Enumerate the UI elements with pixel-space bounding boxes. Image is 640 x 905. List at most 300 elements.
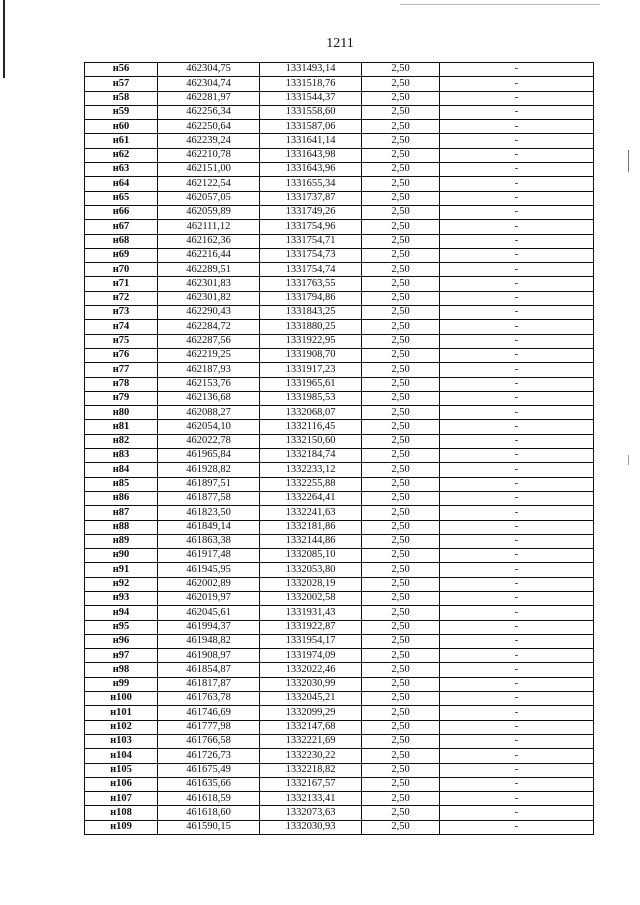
point-id-cell: н60 bbox=[85, 120, 158, 134]
point-id-cell: н90 bbox=[85, 549, 158, 563]
description-cell: - bbox=[440, 334, 594, 348]
accuracy-cell: 2,50 bbox=[362, 148, 440, 162]
description-cell: - bbox=[440, 806, 594, 820]
y-coordinate-cell: 1331931,43 bbox=[260, 606, 362, 620]
table-row bbox=[85, 406, 594, 420]
point-id-cell: н94 bbox=[85, 606, 158, 620]
point-id-cell: н82 bbox=[85, 434, 158, 448]
table-row bbox=[85, 620, 594, 634]
table-row bbox=[85, 320, 594, 334]
description-cell: - bbox=[440, 477, 594, 491]
point-id-cell: н79 bbox=[85, 391, 158, 405]
description-cell: - bbox=[440, 377, 594, 391]
description-cell: - bbox=[440, 306, 594, 320]
y-coordinate-cell: 1331985,53 bbox=[260, 391, 362, 405]
y-coordinate-cell: 1331908,70 bbox=[260, 348, 362, 362]
description-cell: - bbox=[440, 563, 594, 577]
description-cell: - bbox=[440, 348, 594, 362]
point-id-cell: н62 bbox=[85, 148, 158, 162]
x-coordinate-cell: 461877,58 bbox=[158, 491, 260, 505]
accuracy-cell: 2,50 bbox=[362, 506, 440, 520]
point-id-cell: н68 bbox=[85, 234, 158, 248]
point-id-cell: н66 bbox=[85, 205, 158, 219]
accuracy-cell: 2,50 bbox=[362, 391, 440, 405]
accuracy-cell: 2,50 bbox=[362, 720, 440, 734]
accuracy-cell: 2,50 bbox=[362, 806, 440, 820]
table-row bbox=[85, 391, 594, 405]
point-id-cell: н100 bbox=[85, 692, 158, 706]
point-id-cell: н87 bbox=[85, 506, 158, 520]
point-id-cell: н71 bbox=[85, 277, 158, 291]
x-coordinate-cell: 462304,74 bbox=[158, 77, 260, 91]
point-id-cell: н81 bbox=[85, 420, 158, 434]
accuracy-cell: 2,50 bbox=[362, 520, 440, 534]
x-coordinate-cell: 462022,78 bbox=[158, 434, 260, 448]
y-coordinate-cell: 1331954,17 bbox=[260, 634, 362, 648]
y-coordinate-cell: 1332241,63 bbox=[260, 506, 362, 520]
y-coordinate-cell: 1332255,88 bbox=[260, 477, 362, 491]
point-id-cell: н98 bbox=[85, 663, 158, 677]
description-cell: - bbox=[440, 649, 594, 663]
y-coordinate-cell: 1332218,82 bbox=[260, 763, 362, 777]
accuracy-cell: 2,50 bbox=[362, 234, 440, 248]
x-coordinate-cell: 462216,44 bbox=[158, 248, 260, 262]
x-coordinate-cell: 461618,59 bbox=[158, 792, 260, 806]
table-row bbox=[85, 163, 594, 177]
table-row bbox=[85, 534, 594, 548]
description-cell: - bbox=[440, 363, 594, 377]
y-coordinate-cell: 1332073,63 bbox=[260, 806, 362, 820]
y-coordinate-cell: 1332184,74 bbox=[260, 449, 362, 463]
description-cell: - bbox=[440, 234, 594, 248]
table-row bbox=[85, 291, 594, 305]
description-cell: - bbox=[440, 148, 594, 162]
point-id-cell: н102 bbox=[85, 720, 158, 734]
accuracy-cell: 2,50 bbox=[362, 534, 440, 548]
point-id-cell: н83 bbox=[85, 449, 158, 463]
point-id-cell: н73 bbox=[85, 306, 158, 320]
description-cell: - bbox=[440, 177, 594, 191]
y-coordinate-cell: 1331749,26 bbox=[260, 205, 362, 219]
accuracy-cell: 2,50 bbox=[362, 205, 440, 219]
accuracy-cell: 2,50 bbox=[362, 620, 440, 634]
table-row bbox=[85, 277, 594, 291]
y-coordinate-cell: 1331558,60 bbox=[260, 105, 362, 119]
accuracy-cell: 2,50 bbox=[362, 491, 440, 505]
accuracy-cell: 2,50 bbox=[362, 477, 440, 491]
table-row bbox=[85, 692, 594, 706]
x-coordinate-cell: 461823,50 bbox=[158, 506, 260, 520]
description-cell: - bbox=[440, 491, 594, 505]
table-row bbox=[85, 477, 594, 491]
point-id-cell: н91 bbox=[85, 563, 158, 577]
x-coordinate-cell: 462301,82 bbox=[158, 291, 260, 305]
table-row bbox=[85, 591, 594, 605]
y-coordinate-cell: 1332233,12 bbox=[260, 463, 362, 477]
x-coordinate-cell: 461965,84 bbox=[158, 449, 260, 463]
y-coordinate-cell: 1332147,68 bbox=[260, 720, 362, 734]
accuracy-cell: 2,50 bbox=[362, 306, 440, 320]
table-row bbox=[85, 577, 594, 591]
description-cell: - bbox=[440, 434, 594, 448]
table-row bbox=[85, 734, 594, 748]
table-row bbox=[85, 820, 594, 834]
table-row bbox=[85, 520, 594, 534]
accuracy-cell: 2,50 bbox=[362, 334, 440, 348]
accuracy-cell: 2,50 bbox=[362, 177, 440, 191]
accuracy-cell: 2,50 bbox=[362, 677, 440, 691]
y-coordinate-cell: 1331794,86 bbox=[260, 291, 362, 305]
description-cell: - bbox=[440, 291, 594, 305]
accuracy-cell: 2,50 bbox=[362, 777, 440, 791]
table-row bbox=[85, 649, 594, 663]
y-coordinate-cell: 1332002,58 bbox=[260, 591, 362, 605]
accuracy-cell: 2,50 bbox=[362, 320, 440, 334]
x-coordinate-cell: 462289,51 bbox=[158, 263, 260, 277]
accuracy-cell: 2,50 bbox=[362, 220, 440, 234]
table-row bbox=[85, 677, 594, 691]
table-row bbox=[85, 234, 594, 248]
table-row bbox=[85, 248, 594, 262]
y-coordinate-cell: 1331922,95 bbox=[260, 334, 362, 348]
x-coordinate-cell: 461746,69 bbox=[158, 706, 260, 720]
y-coordinate-cell: 1331754,71 bbox=[260, 234, 362, 248]
x-coordinate-cell: 462290,43 bbox=[158, 306, 260, 320]
y-coordinate-cell: 1331754,96 bbox=[260, 220, 362, 234]
y-coordinate-cell: 1331974,09 bbox=[260, 649, 362, 663]
y-coordinate-cell: 1332022,46 bbox=[260, 663, 362, 677]
description-cell: - bbox=[440, 577, 594, 591]
y-coordinate-cell: 1331643,96 bbox=[260, 163, 362, 177]
accuracy-cell: 2,50 bbox=[362, 706, 440, 720]
table-row bbox=[85, 348, 594, 362]
accuracy-cell: 2,50 bbox=[362, 792, 440, 806]
description-cell: - bbox=[440, 692, 594, 706]
accuracy-cell: 2,50 bbox=[362, 577, 440, 591]
y-coordinate-cell: 1331763,55 bbox=[260, 277, 362, 291]
description-cell: - bbox=[440, 263, 594, 277]
table-row bbox=[85, 720, 594, 734]
x-coordinate-cell: 461777,98 bbox=[158, 720, 260, 734]
table-row bbox=[85, 263, 594, 277]
description-cell: - bbox=[440, 763, 594, 777]
table-row bbox=[85, 434, 594, 448]
scan-top-mark bbox=[400, 4, 600, 5]
table-row bbox=[85, 363, 594, 377]
y-coordinate-cell: 1331754,74 bbox=[260, 263, 362, 277]
description-cell: - bbox=[440, 591, 594, 605]
accuracy-cell: 2,50 bbox=[362, 749, 440, 763]
accuracy-cell: 2,50 bbox=[362, 363, 440, 377]
description-cell: - bbox=[440, 248, 594, 262]
point-id-cell: н108 bbox=[85, 806, 158, 820]
description-cell: - bbox=[440, 749, 594, 763]
x-coordinate-cell: 461675,49 bbox=[158, 763, 260, 777]
table-row bbox=[85, 763, 594, 777]
x-coordinate-cell: 462045,61 bbox=[158, 606, 260, 620]
point-id-cell: н67 bbox=[85, 220, 158, 234]
x-coordinate-cell: 462059,89 bbox=[158, 205, 260, 219]
description-cell: - bbox=[440, 91, 594, 105]
y-coordinate-cell: 1332028,19 bbox=[260, 577, 362, 591]
point-id-cell: н93 bbox=[85, 591, 158, 605]
description-cell: - bbox=[440, 77, 594, 91]
description-cell: - bbox=[440, 205, 594, 219]
point-id-cell: н88 bbox=[85, 520, 158, 534]
accuracy-cell: 2,50 bbox=[362, 420, 440, 434]
accuracy-cell: 2,50 bbox=[362, 248, 440, 262]
description-cell: - bbox=[440, 163, 594, 177]
x-coordinate-cell: 462057,05 bbox=[158, 191, 260, 205]
table-row bbox=[85, 334, 594, 348]
x-coordinate-cell: 461908,97 bbox=[158, 649, 260, 663]
x-coordinate-cell: 461994,37 bbox=[158, 620, 260, 634]
y-coordinate-cell: 1332099,29 bbox=[260, 706, 362, 720]
point-id-cell: н109 bbox=[85, 820, 158, 834]
x-coordinate-cell: 462287,56 bbox=[158, 334, 260, 348]
y-coordinate-cell: 1332068,07 bbox=[260, 406, 362, 420]
x-coordinate-cell: 461618,60 bbox=[158, 806, 260, 820]
x-coordinate-cell: 461849,14 bbox=[158, 520, 260, 534]
x-coordinate-cell: 462281,97 bbox=[158, 91, 260, 105]
point-id-cell: н63 bbox=[85, 163, 158, 177]
accuracy-cell: 2,50 bbox=[362, 291, 440, 305]
point-id-cell: н64 bbox=[85, 177, 158, 191]
y-coordinate-cell: 1332133,41 bbox=[260, 792, 362, 806]
y-coordinate-cell: 1331922,87 bbox=[260, 620, 362, 634]
y-coordinate-cell: 1332221,69 bbox=[260, 734, 362, 748]
x-coordinate-cell: 462187,93 bbox=[158, 363, 260, 377]
table-row bbox=[85, 220, 594, 234]
coordinates-table-body bbox=[85, 63, 594, 835]
point-id-cell: н107 bbox=[85, 792, 158, 806]
table-row bbox=[85, 63, 594, 77]
x-coordinate-cell: 461897,51 bbox=[158, 477, 260, 491]
accuracy-cell: 2,50 bbox=[362, 91, 440, 105]
point-id-cell: н74 bbox=[85, 320, 158, 334]
x-coordinate-cell: 461590,15 bbox=[158, 820, 260, 834]
accuracy-cell: 2,50 bbox=[362, 663, 440, 677]
description-cell: - bbox=[440, 191, 594, 205]
point-id-cell: н105 bbox=[85, 763, 158, 777]
accuracy-cell: 2,50 bbox=[362, 591, 440, 605]
page-number: 1211 bbox=[326, 36, 354, 51]
y-coordinate-cell: 1331754,73 bbox=[260, 248, 362, 262]
x-coordinate-cell: 461863,38 bbox=[158, 534, 260, 548]
point-id-cell: н61 bbox=[85, 134, 158, 148]
accuracy-cell: 2,50 bbox=[362, 120, 440, 134]
accuracy-cell: 2,50 bbox=[362, 692, 440, 706]
x-coordinate-cell: 462136,68 bbox=[158, 391, 260, 405]
x-coordinate-cell: 462219,25 bbox=[158, 348, 260, 362]
y-coordinate-cell: 1331737,87 bbox=[260, 191, 362, 205]
x-coordinate-cell: 461763,78 bbox=[158, 692, 260, 706]
point-id-cell: н70 bbox=[85, 263, 158, 277]
table-row bbox=[85, 91, 594, 105]
x-coordinate-cell: 461726,73 bbox=[158, 749, 260, 763]
y-coordinate-cell: 1331965,61 bbox=[260, 377, 362, 391]
description-cell: - bbox=[440, 549, 594, 563]
y-coordinate-cell: 1331518,76 bbox=[260, 77, 362, 91]
y-coordinate-cell: 1332116,45 bbox=[260, 420, 362, 434]
x-coordinate-cell: 462111,12 bbox=[158, 220, 260, 234]
description-cell: - bbox=[440, 706, 594, 720]
table-row bbox=[85, 549, 594, 563]
accuracy-cell: 2,50 bbox=[362, 134, 440, 148]
point-id-cell: н92 bbox=[85, 577, 158, 591]
point-id-cell: н95 bbox=[85, 620, 158, 634]
accuracy-cell: 2,50 bbox=[362, 277, 440, 291]
accuracy-cell: 2,50 bbox=[362, 163, 440, 177]
table-row bbox=[85, 148, 594, 162]
description-cell: - bbox=[440, 663, 594, 677]
x-coordinate-cell: 462239,24 bbox=[158, 134, 260, 148]
x-coordinate-cell: 462250,64 bbox=[158, 120, 260, 134]
accuracy-cell: 2,50 bbox=[362, 449, 440, 463]
x-coordinate-cell: 462054,10 bbox=[158, 420, 260, 434]
table-row bbox=[85, 749, 594, 763]
description-cell: - bbox=[440, 105, 594, 119]
point-id-cell: н97 bbox=[85, 649, 158, 663]
point-id-cell: н69 bbox=[85, 248, 158, 262]
accuracy-cell: 2,50 bbox=[362, 763, 440, 777]
description-cell: - bbox=[440, 406, 594, 420]
table-row bbox=[85, 177, 594, 191]
description-cell: - bbox=[440, 134, 594, 148]
description-cell: - bbox=[440, 734, 594, 748]
description-cell: - bbox=[440, 677, 594, 691]
accuracy-cell: 2,50 bbox=[362, 406, 440, 420]
description-cell: - bbox=[440, 463, 594, 477]
table-row bbox=[85, 420, 594, 434]
table-row bbox=[85, 491, 594, 505]
point-id-cell: н84 bbox=[85, 463, 158, 477]
point-id-cell: н65 bbox=[85, 191, 158, 205]
table-row bbox=[85, 634, 594, 648]
description-cell: - bbox=[440, 534, 594, 548]
y-coordinate-cell: 1331643,98 bbox=[260, 148, 362, 162]
description-cell: - bbox=[440, 63, 594, 77]
description-cell: - bbox=[440, 320, 594, 334]
y-coordinate-cell: 1331641,14 bbox=[260, 134, 362, 148]
table-row bbox=[85, 191, 594, 205]
x-coordinate-cell: 462284,72 bbox=[158, 320, 260, 334]
y-coordinate-cell: 1332030,93 bbox=[260, 820, 362, 834]
x-coordinate-cell: 461945,95 bbox=[158, 563, 260, 577]
accuracy-cell: 2,50 bbox=[362, 348, 440, 362]
description-cell: - bbox=[440, 120, 594, 134]
table-row bbox=[85, 134, 594, 148]
description-cell: - bbox=[440, 620, 594, 634]
x-coordinate-cell: 462256,34 bbox=[158, 105, 260, 119]
point-id-cell: н86 bbox=[85, 491, 158, 505]
accuracy-cell: 2,50 bbox=[362, 549, 440, 563]
x-coordinate-cell: 462210,78 bbox=[158, 148, 260, 162]
description-cell: - bbox=[440, 634, 594, 648]
table-row bbox=[85, 377, 594, 391]
point-id-cell: н96 bbox=[85, 634, 158, 648]
description-cell: - bbox=[440, 777, 594, 791]
description-cell: - bbox=[440, 220, 594, 234]
y-coordinate-cell: 1332030,99 bbox=[260, 677, 362, 691]
y-coordinate-cell: 1331655,34 bbox=[260, 177, 362, 191]
table-row bbox=[85, 306, 594, 320]
y-coordinate-cell: 1332045,21 bbox=[260, 692, 362, 706]
point-id-cell: н101 bbox=[85, 706, 158, 720]
x-coordinate-cell: 461766,58 bbox=[158, 734, 260, 748]
accuracy-cell: 2,50 bbox=[362, 434, 440, 448]
table-row bbox=[85, 777, 594, 791]
y-coordinate-cell: 1332167,57 bbox=[260, 777, 362, 791]
point-id-cell: н59 bbox=[85, 105, 158, 119]
scan-right-mark bbox=[628, 150, 629, 172]
y-coordinate-cell: 1332264,41 bbox=[260, 491, 362, 505]
table-row bbox=[85, 77, 594, 91]
description-cell: - bbox=[440, 520, 594, 534]
description-cell: - bbox=[440, 277, 594, 291]
point-id-cell: н103 bbox=[85, 734, 158, 748]
coordinates-table bbox=[84, 62, 594, 835]
table-row bbox=[85, 606, 594, 620]
description-cell: - bbox=[440, 720, 594, 734]
table-row bbox=[85, 463, 594, 477]
x-coordinate-cell: 462301,83 bbox=[158, 277, 260, 291]
x-coordinate-cell: 462088,27 bbox=[158, 406, 260, 420]
accuracy-cell: 2,50 bbox=[362, 734, 440, 748]
y-coordinate-cell: 1332230,22 bbox=[260, 749, 362, 763]
x-coordinate-cell: 462002,89 bbox=[158, 577, 260, 591]
y-coordinate-cell: 1332150,60 bbox=[260, 434, 362, 448]
point-id-cell: н72 bbox=[85, 291, 158, 305]
table-row bbox=[85, 563, 594, 577]
description-cell: - bbox=[440, 391, 594, 405]
point-id-cell: н106 bbox=[85, 777, 158, 791]
point-id-cell: н78 bbox=[85, 377, 158, 391]
table-row bbox=[85, 806, 594, 820]
scan-right-mark bbox=[628, 455, 629, 465]
description-cell: - bbox=[440, 820, 594, 834]
y-coordinate-cell: 1331493,14 bbox=[260, 63, 362, 77]
table-row bbox=[85, 706, 594, 720]
x-coordinate-cell: 462019,97 bbox=[158, 591, 260, 605]
accuracy-cell: 2,50 bbox=[362, 463, 440, 477]
y-coordinate-cell: 1331917,23 bbox=[260, 363, 362, 377]
table-row bbox=[85, 663, 594, 677]
y-coordinate-cell: 1331544,37 bbox=[260, 91, 362, 105]
table-row bbox=[85, 205, 594, 219]
description-cell: - bbox=[440, 420, 594, 434]
point-id-cell: н89 bbox=[85, 534, 158, 548]
y-coordinate-cell: 1331843,25 bbox=[260, 306, 362, 320]
x-coordinate-cell: 461948,82 bbox=[158, 634, 260, 648]
x-coordinate-cell: 462162,36 bbox=[158, 234, 260, 248]
point-id-cell: н56 bbox=[85, 63, 158, 77]
table-row bbox=[85, 449, 594, 463]
accuracy-cell: 2,50 bbox=[362, 63, 440, 77]
accuracy-cell: 2,50 bbox=[362, 77, 440, 91]
x-coordinate-cell: 462151,00 bbox=[158, 163, 260, 177]
accuracy-cell: 2,50 bbox=[362, 263, 440, 277]
point-id-cell: н77 bbox=[85, 363, 158, 377]
accuracy-cell: 2,50 bbox=[362, 191, 440, 205]
x-coordinate-cell: 461817,87 bbox=[158, 677, 260, 691]
description-cell: - bbox=[440, 606, 594, 620]
table-row bbox=[85, 792, 594, 806]
point-id-cell: н76 bbox=[85, 348, 158, 362]
x-coordinate-cell: 462304,75 bbox=[158, 63, 260, 77]
point-id-cell: н57 bbox=[85, 77, 158, 91]
accuracy-cell: 2,50 bbox=[362, 377, 440, 391]
